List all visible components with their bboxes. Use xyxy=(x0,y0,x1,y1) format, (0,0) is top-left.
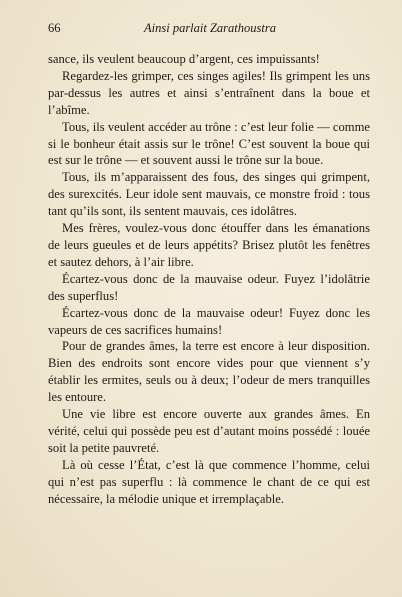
running-title: Ainsi parlait Zarathoustra xyxy=(144,21,276,35)
paragraph: sance, ils veulent beaucoup d’argent, ces impuissants! xyxy=(48,52,320,66)
page-body xyxy=(48,51,370,507)
page-header xyxy=(48,20,362,36)
paragraph: Regardez-les grimper, ces singes agiles! Ils grimpent les uns par-dessus les autres et ainsi s’entraînent dans la boue et l’abîme. xyxy=(48,68,370,117)
paragraph: Tous, ils m’apparaissent des fous, des singes qui grimpent, des surexcités. Leur idole sent mauvais, ce monstre froid : tous tant qu’ils sont, ils sentent mauvais, ces idolâtres. xyxy=(48,170,370,219)
paragraph: Tous, ils veulent accéder au trône : c’est leur folie — comme si le bonheur était assis sur le trône! C’est souvent la boue qui est sur le trône — et souvent aussi le trône sur la boue. xyxy=(48,119,370,168)
page-number: 66 xyxy=(48,21,61,35)
paragraph: Écartez-vous donc de la mauvaise odeur. Fuyez l’idolâtrie des superflus! xyxy=(48,271,370,303)
paragraph: Là où cesse l’État, c’est là que commence l’homme, celui qui n’est pas superflu : là commence le chant de ce qui est nécessaire, la mélodie unique et irremplaçable. xyxy=(48,457,370,506)
paragraph: Pour de grandes âmes, la terre est encore à leur disposition. Bien des endroits sont encore vides pour que viennent s’y établir les ermites, seuls ou à deux; l’odeur de mers tranquilles les entoure. xyxy=(48,339,370,405)
paragraph: Écartez-vous donc de la mauvaise odeur! Fuyez donc les vapeurs de ces sacrifices humains! xyxy=(48,305,370,337)
paragraph: Une vie libre est encore ouverte aux grandes âmes. En vérité, celui qui possède peu est d’autant moins possédé : louée soit la petite pauvreté. xyxy=(48,407,370,455)
paragraph: Mes frères, voulez-vous donc étouffer dans les émanations de leurs gueules et de leurs appétits? Brisez plutôt les fenêtres et sautez dehors, à l’air libre. xyxy=(48,221,370,269)
